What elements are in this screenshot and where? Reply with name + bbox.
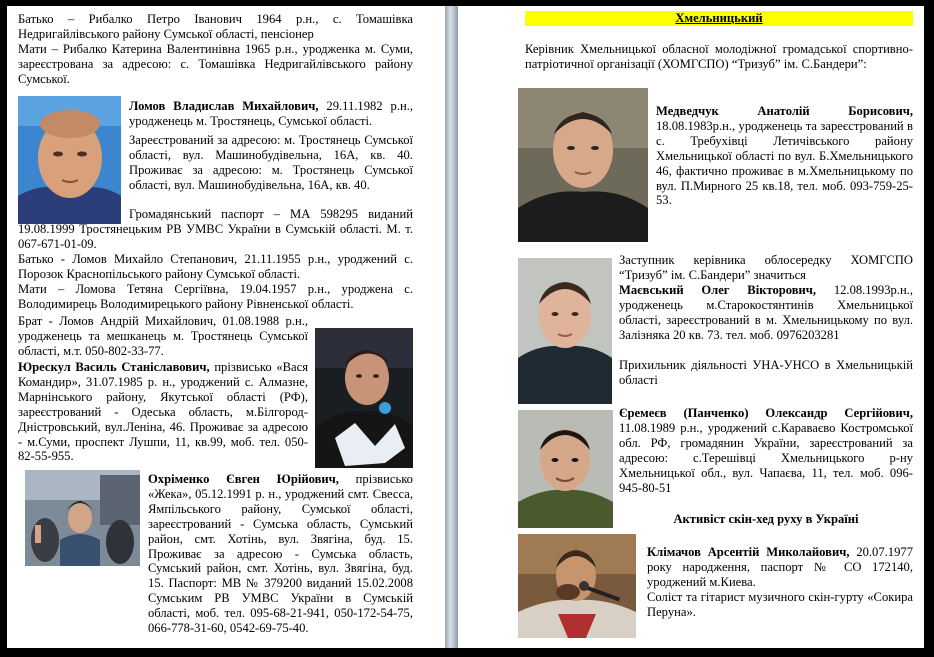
rybalko-father-text: Батько – Рибалко Петро Іванович 1964 р.н., с. Томашівка Недригайлівського району Сумської області, пенсіонер [18,12,413,41]
left-page [7,6,445,648]
yeremeev-name: Єремеєв (Панченко) Олександр Сергійович, [619,406,913,420]
yeremeev-photo [518,410,613,528]
lomov-brother: Брат - Ломов Андрій Михайлович, 01.08.1988 р.н., уродженець та мешканець м. Тростянець Сумської області, м.т. 050-802-33-77. [18,314,308,358]
yureskul-text: Юрескул Василь Станіславович, прізвисько «Вася Командир», 31.07.1985 р. н., уроджений с. Алмазне, Марнінського району, Якутської області (РФ), зареєстрований - Одеська область, м.Білгород-Дністровський, вул.Леніна, 46. Проживає за адресою - м.Суми, проспект Лушпи, 11, кв.99, моб. тел. 050-82-55-955. [18,360,308,464]
region-header: Хмельницький [525,11,913,26]
klimachov-role: Соліст та гітарист музичного скін-гурту «Сокира Перуна». [647,590,913,619]
maievskyi-text: Маєвський Олег Вікторович, 12.08.1993р.н., уродженець м.Старокостянтинів Хмельницької області, зареєстрований в м. Хмельницькому по вул. Залізняка 20 кв. 73. тел. моб. 0976203281 [619,283,913,342]
leader-intro: Керівник Хмельницької обласної молодіжної громадської спортивно-патріотичної організації (ХОМГСПО) “Тризуб” ім. С.Бандери”: [525,42,913,71]
lomov-name: Ломов Владислав Михайлович, [129,99,319,113]
yureskul-photo [315,328,413,468]
okhrimenko-name: Охріменко Євген Юрійович, [148,472,339,486]
right-page [458,6,924,648]
maievskyi-photo [518,258,612,404]
lomov-mother: Мати – Ломова Тетяна Сергіївна, 19.04.1957 р.н., уроджена с. Володимирець Володимирецького району Рівненської області. [18,282,413,311]
lomov-passport: Громадянський паспорт – МА 598295 виданий 19.08.1999 Тростянецьким РВ УМВС України в Сумській області. М. т. 067-671-01-09. [18,207,413,251]
lomov-father: Батько - Ломов Михайло Степанович, 21.11.1955 р.н., уроджений с. Порозок Краснопільського району Сумської області. [18,252,413,281]
klimachov-text: Клімачов Арсентій Миколайович, 20.07.1977 року народження, паспорт № СО 172140, уроджений м.Киева. [647,545,913,589]
klimachov-name: Клімачов Арсентій Миколайович, [647,545,850,559]
lomov-intro: Ломов Владислав Михайлович, 29.11.1982 р.н., уродженець м. Тростянець, Сумської області. [129,99,413,128]
skin-header: Активіст скін-хед руху в Україні [673,512,859,526]
medvedchuk-text: Медведчук Анатолій Борисович, 18.08.1983р.н., уродженець та зареєстрований в с. Требухівці Летичівського району Хмельницької області по вул. Б.Хмельницького 46, фактично проживає в м.Хмельницькому по вул. П.Мирного 25 кв.18, тел. моб. 093-759-25-53. [656,104,913,208]
maievskyi-name: Маєвський Олег Вікторович, [619,283,817,297]
lomov-photo [18,96,121,224]
deputy-intro: Заступник керівника облосередку ХОМГСПО “Тризуб” ім. С.Бандери” значиться [619,253,913,282]
medvedchuk-name: Медведчук Анатолій Борисович, [656,104,913,118]
okhrimenko-text: Охріменко Євген Юрійович, прізвисько «Жека», 05.12.1991 р. н., уроджений смт. Свесса, Ямпільського району, Сумської області, зареєстрований - Сумська область, Сумський район, смт. Хотінь, вул. Звягіна, буд. 15. Проживає за адресою - Сумська область, Сумський район, смт. Хотінь, вул. Звягіна, буд. 15. Паспорт: МВ № 379200 виданий 15.02.2008 Сумським РВ УМВС України в Сумській області, моб. тел. 095-68-21-941, 050-172-54-75, 066-778-31-60, 0542-69-75-40. [148,472,413,636]
rybalko-mother-text: Мати – Рибалко Катерина Валентинівна 1965 р.н., уродженка м. Суми, зареєстрована за адресою: с. Томашівка Недригайлівського району Сумської. [18,42,413,86]
una-intro: Прихильник діяльності УНА-УНСО в Хмельницькій області [619,358,913,387]
medvedchuk-photo [518,88,648,242]
lomov-address: Зареєстрований за адресою: м. Тростянець Сумської області, вул. Машинобудівельна, 16А, кв. 40. Проживає за адресою: м. Тростянець Сумської області, вул. Машинобудівельна, 16А, кв. 40. [129,133,413,192]
yeremeev-text: Єремеєв (Панченко) Олександр Сергійович, 11.08.1989 р.н., уроджений с.Караваєво Костромської обл. РФ, громадянин України, зареєстрований за адресою: с.Терешівці Хмельницького р-ну Хмельницької обл., вул. Чапаєва, 11, тел. моб. 096-945-80-51 [619,406,913,495]
okhrimenko-photo [25,470,140,566]
klimachov-photo [518,534,636,638]
page-divider [445,6,458,648]
yureskul-name: Юрескул Василь Станіславович, [18,360,210,374]
